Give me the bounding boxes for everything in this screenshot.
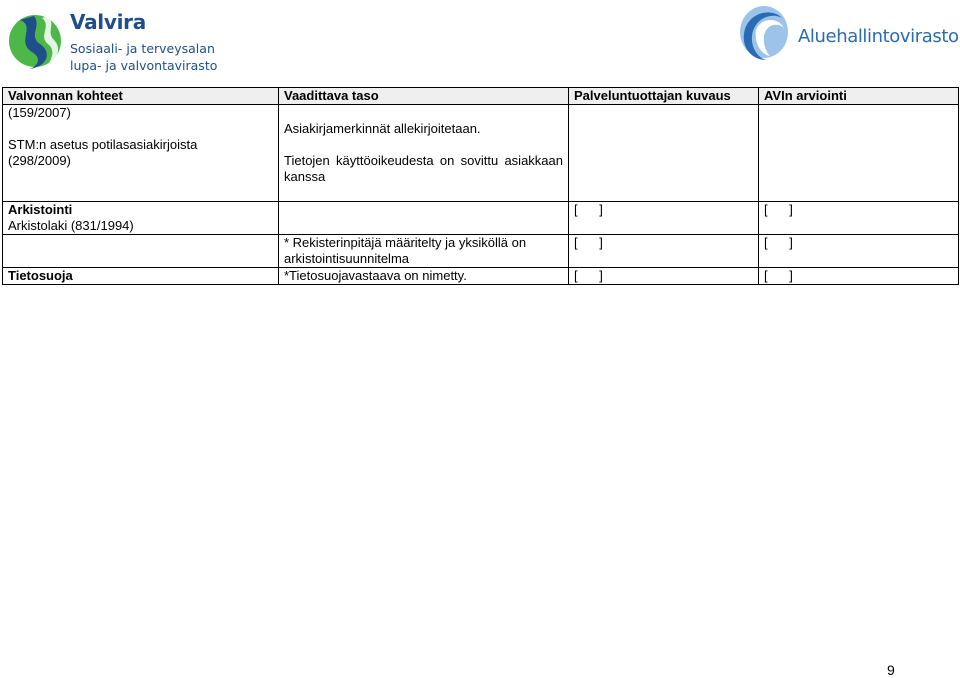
checkbox-kuvaus[interactable]: [ ] [569, 235, 759, 268]
table-row [3, 105, 959, 202]
checkbox-arviointi[interactable]: [ ] [759, 268, 959, 285]
checkbox-arviointi[interactable]: [ ] [759, 235, 959, 268]
evaluation-table [2, 87, 959, 285]
valvira-logo [8, 8, 218, 73]
cell-kohteet [3, 235, 279, 268]
valvira-emblem-icon [8, 12, 62, 70]
avi-name: Aluehallintovirasto [798, 26, 959, 47]
checkbox-arviointi[interactable]: [ ] [759, 202, 959, 235]
section-title: Tietosuoja [8, 268, 73, 283]
cell-taso [279, 105, 569, 202]
legislation-ref: Arkistolaki (831/1994) [8, 218, 134, 233]
column-header-kuvaus: Palveluntuottajan kuvaus [569, 88, 759, 105]
cell-kuvaus[interactable] [569, 105, 759, 202]
avi-logo [736, 4, 959, 64]
requirement-text: Tietojen käyttöoikeudesta on sovittu asiakkaan kanssa [284, 153, 563, 184]
table-row [3, 268, 959, 285]
cell-taso: * Rekisterinpitäjä määritelty ja yksiköllä on arkistointisuunnitelma [279, 235, 569, 268]
cell-kohteet [3, 105, 279, 202]
checkbox-kuvaus[interactable]: [ ] [569, 268, 759, 285]
cell-kohteet [3, 202, 279, 235]
valvira-name: Valvira [70, 10, 146, 34]
requirement-text: Asiakirjamerkinnät allekirjoitetaan. [284, 121, 481, 136]
avi-emblem-icon [736, 4, 798, 62]
checkbox-kuvaus[interactable]: [ ] [569, 202, 759, 235]
cell-kohteet [3, 268, 279, 285]
column-header-taso: Vaadittava taso [279, 88, 569, 105]
cell-taso [279, 202, 569, 235]
legislation-ref: (159/2007) [8, 105, 71, 120]
valvira-subtitle-line2: lupa- ja valvontavirasto [70, 58, 218, 73]
legislation-ref: (298/2009) [8, 153, 71, 168]
column-header-kohteet: Valvonnan kohteet [3, 88, 279, 105]
valvira-subtitle-line1: Sosiaali- ja terveysalan [70, 41, 215, 56]
table-header-row [3, 88, 959, 105]
column-header-arviointi: AVIn arviointi [759, 88, 959, 105]
cell-arviointi[interactable] [759, 105, 959, 202]
page-number: 9 [887, 662, 895, 678]
section-title: Arkistointi [8, 202, 73, 217]
table-row [3, 202, 959, 235]
table-row [3, 235, 959, 268]
legislation-ref: STM:n asetus potilasasiakirjoista [8, 137, 198, 152]
cell-taso: *Tietosuojavastaava on nimetty. [279, 268, 569, 285]
